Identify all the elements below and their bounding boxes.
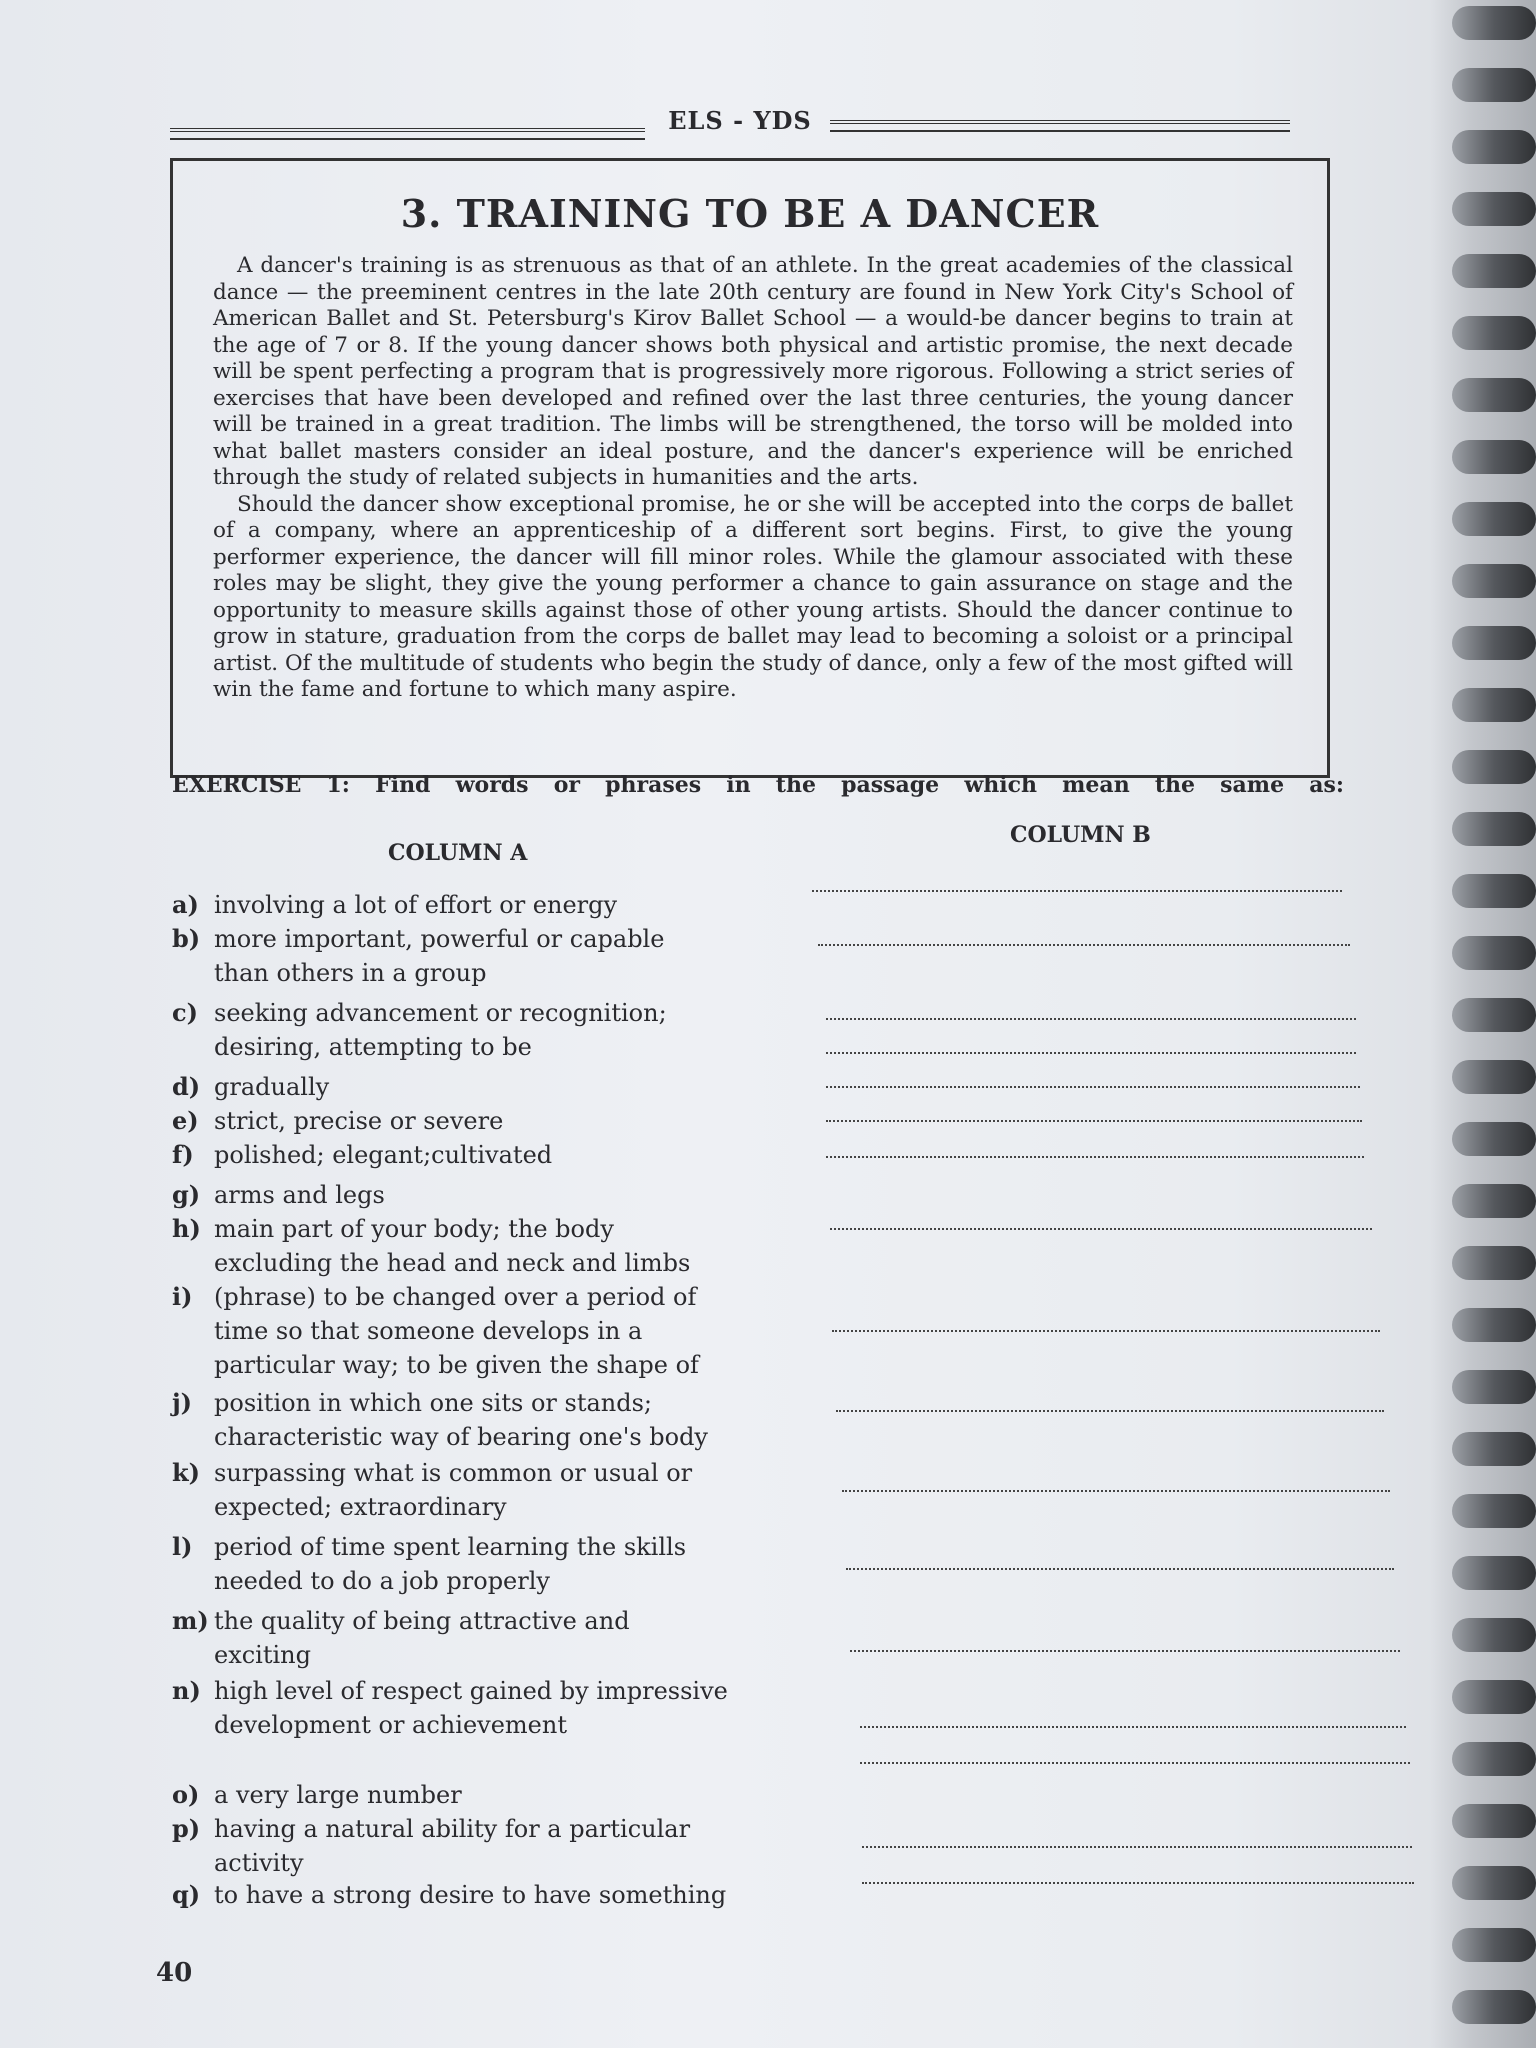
- reading-passage-box: [170, 158, 1330, 778]
- item-text-line: involving a lot of effort or energy: [214, 891, 618, 919]
- exercise-item: [172, 1178, 802, 1212]
- item-letter: h): [172, 1214, 201, 1243]
- exercise-item: [172, 1386, 802, 1454]
- spiral-ring: [1452, 502, 1536, 536]
- spiral-ring: [1452, 1494, 1536, 1528]
- answer-line[interactable]: [846, 1568, 1394, 1570]
- spiral-ring: [1452, 750, 1536, 784]
- exercise-item: [172, 1604, 802, 1672]
- item-letter: c): [172, 998, 198, 1027]
- spiral-ring: [1452, 626, 1536, 660]
- spiral-ring: [1452, 874, 1536, 908]
- answer-line[interactable]: [842, 1490, 1390, 1492]
- answer-line[interactable]: [860, 1762, 1410, 1764]
- item-text-line: expected; extraordinary: [214, 1493, 507, 1521]
- exercise-item: [172, 1878, 802, 1912]
- item-letter: l): [172, 1532, 193, 1561]
- item-letter: n): [172, 1676, 201, 1705]
- item-text-line: time so that someone develops in a: [214, 1317, 643, 1345]
- spiral-ring: [1452, 1370, 1536, 1404]
- spiral-ring: [1452, 6, 1536, 40]
- answer-line[interactable]: [830, 1228, 1372, 1230]
- answer-line[interactable]: [832, 1330, 1380, 1332]
- answer-line[interactable]: [826, 1052, 1356, 1054]
- item-letter: k): [172, 1458, 200, 1487]
- item-text-line: main part of your body; the body: [214, 1215, 614, 1243]
- spiral-ring: [1452, 1866, 1536, 1900]
- page-number: 40: [156, 1958, 193, 1988]
- spiral-ring: [1452, 1432, 1536, 1466]
- item-text-line: period of time spent learning the skills: [214, 1533, 687, 1561]
- item-text-line: activity: [214, 1849, 304, 1877]
- column-a-heading: COLUMN A: [388, 840, 528, 866]
- item-letter: f): [172, 1140, 194, 1169]
- spiral-ring: [1452, 812, 1536, 846]
- spiral-ring: [1452, 1184, 1536, 1218]
- answer-line[interactable]: [836, 1410, 1384, 1412]
- exercise-item: [172, 922, 802, 990]
- page-header: [170, 100, 1290, 140]
- passage-paragraph-2: Should the dancer show exceptional promise, he or she will be accepted into the corps de ballet of a company, where an apprenticeship of a different sort begins. First, to give the young performer experience, the dancer will fill minor roles. While the glamour associated with these roles may be slight, they give the young performer a chance to gain assurance on stage and the opportunity to measure skills against those of other young artists. Should the dancer continue to grow in stature, graduation from the corps de ballet may lead to becoming a soloist or a principal artist. Of the multitude of students who begin the study of dance, only a few of the most gifted will win the fame and fortune to which many aspire.: [213, 491, 1293, 702]
- answer-line[interactable]: [850, 1650, 1400, 1652]
- spiral-ring: [1452, 1680, 1536, 1714]
- passage-text: [213, 253, 1293, 704]
- item-text-line: strict, precise or severe: [214, 1107, 504, 1135]
- exercise-item: [172, 888, 802, 922]
- item-text-line: exciting: [214, 1641, 311, 1669]
- item-text-line: to have a strong desire to have something: [214, 1881, 727, 1909]
- item-text-line: arms and legs: [214, 1181, 385, 1209]
- item-text-line: high level of respect gained by impressive: [214, 1677, 728, 1705]
- column-b-heading: COLUMN B: [1010, 822, 1151, 848]
- spiral-ring: [1452, 688, 1536, 722]
- spiral-ring: [1452, 1618, 1536, 1652]
- spiral-ring: [1452, 68, 1536, 102]
- answer-line[interactable]: [860, 1726, 1406, 1728]
- header-title: ELS - YDS: [668, 106, 812, 135]
- item-text-line: surpassing what is common or usual or: [214, 1459, 693, 1487]
- item-text-line: desiring, attempting to be: [214, 1033, 532, 1061]
- spiral-ring: [1452, 1742, 1536, 1776]
- item-letter: q): [172, 1880, 201, 1909]
- item-text-line: excluding the head and neck and limbs: [214, 1249, 691, 1277]
- answer-line[interactable]: [826, 1086, 1360, 1088]
- spiral-ring: [1452, 936, 1536, 970]
- spiral-ring: [1452, 564, 1536, 598]
- spiral-ring: [1452, 316, 1536, 350]
- exercise-item: [172, 1812, 802, 1880]
- item-text-line: the quality of being attractive and: [214, 1607, 630, 1635]
- item-letter: p): [172, 1814, 201, 1843]
- item-letter: d): [172, 1072, 201, 1101]
- exercise-item: [172, 1138, 802, 1172]
- item-text-line: characteristic way of bearing one's body: [214, 1423, 708, 1451]
- spiral-ring: [1452, 1990, 1536, 2024]
- passage-paragraph-1: A dancer's training is as strenuous as that of an athlete. In the great academies of the classical dance — the preeminent centres in the late 20th century are found in New York City's School of American Ballet and St. Petersburg's Kirov Ballet School — a would-be dancer begins to train at the age of 7 or 8. If the young dancer shows both physical and artistic promise, the next decade will be spent perfecting a program that is progressively more rigorous. Following a strict series of exercises that have been developed and refined over the last three centuries, the young dancer will be trained in a great tradition. The limbs will be strengthened, the torso will be molded into what ballet masters consider an ideal posture, and the dancer's experience will be enriched through the study of related subjects in humanities and the arts.: [213, 253, 1293, 490]
- item-text-line: a very large number: [214, 1781, 462, 1809]
- spiral-ring: [1452, 1308, 1536, 1342]
- spiral-ring: [1452, 192, 1536, 226]
- answer-line[interactable]: [812, 890, 1342, 892]
- item-letter: e): [172, 1106, 199, 1135]
- item-text-line: more important, powerful or capable: [214, 925, 665, 953]
- spiral-ring: [1452, 1804, 1536, 1838]
- item-text-line: position in which one sits or stands;: [214, 1389, 652, 1417]
- item-text-line: needed to do a job properly: [214, 1567, 550, 1595]
- answer-line[interactable]: [818, 944, 1350, 946]
- exercise-item: [172, 1212, 802, 1280]
- item-letter: o): [172, 1780, 200, 1809]
- spiral-ring: [1452, 1122, 1536, 1156]
- item-text-line: seeking advancement or recognition;: [214, 999, 667, 1027]
- passage-title: 3. TRAINING TO BE A DANCER: [400, 191, 1100, 236]
- answer-line[interactable]: [862, 1846, 1412, 1848]
- item-text-line: development or achievement: [214, 1711, 567, 1739]
- spiral-ring: [1452, 440, 1536, 474]
- spiral-ring: [1452, 998, 1536, 1032]
- item-letter: j): [172, 1388, 193, 1417]
- exercise-item: [172, 996, 802, 1064]
- item-letter: a): [172, 890, 199, 919]
- item-text-line: particular way; to be given the shape of: [214, 1351, 699, 1379]
- header-rule-right: [830, 120, 1290, 132]
- exercise-instruction: EXERCISE 1: Find words or phrases in the passage which mean the same as:: [172, 772, 1344, 798]
- answer-line[interactable]: [862, 1882, 1414, 1884]
- answer-line[interactable]: [826, 1018, 1356, 1020]
- spiral-ring: [1452, 130, 1536, 164]
- exercise-item: [172, 1674, 802, 1742]
- exercise-item: [172, 1280, 802, 1382]
- item-text-line: than others in a group: [214, 959, 487, 987]
- exercise-item: [172, 1530, 802, 1598]
- exercise-item: [172, 1104, 802, 1138]
- spiral-ring: [1452, 254, 1536, 288]
- spiral-ring: [1452, 1246, 1536, 1280]
- exercise-item: [172, 1070, 802, 1104]
- item-text-line: (phrase) to be changed over a period of: [214, 1283, 697, 1311]
- item-letter: i): [172, 1282, 193, 1311]
- item-letter: b): [172, 924, 201, 953]
- header-rule-left: [170, 128, 645, 140]
- answer-line[interactable]: [826, 1156, 1364, 1158]
- answer-line[interactable]: [826, 1120, 1362, 1122]
- spiral-ring: [1452, 378, 1536, 412]
- item-letter: m): [172, 1606, 209, 1635]
- spiral-ring: [1452, 1060, 1536, 1094]
- item-text-line: having a natural ability for a particular: [214, 1815, 691, 1843]
- spiral-ring: [1452, 1928, 1536, 1962]
- item-text-line: gradually: [214, 1073, 330, 1101]
- item-text-line: polished; elegant;cultivated: [214, 1141, 553, 1169]
- spiral-ring: [1452, 1556, 1536, 1590]
- exercise-item: [172, 1456, 802, 1524]
- item-letter: g): [172, 1180, 201, 1209]
- exercise-item: [172, 1778, 802, 1812]
